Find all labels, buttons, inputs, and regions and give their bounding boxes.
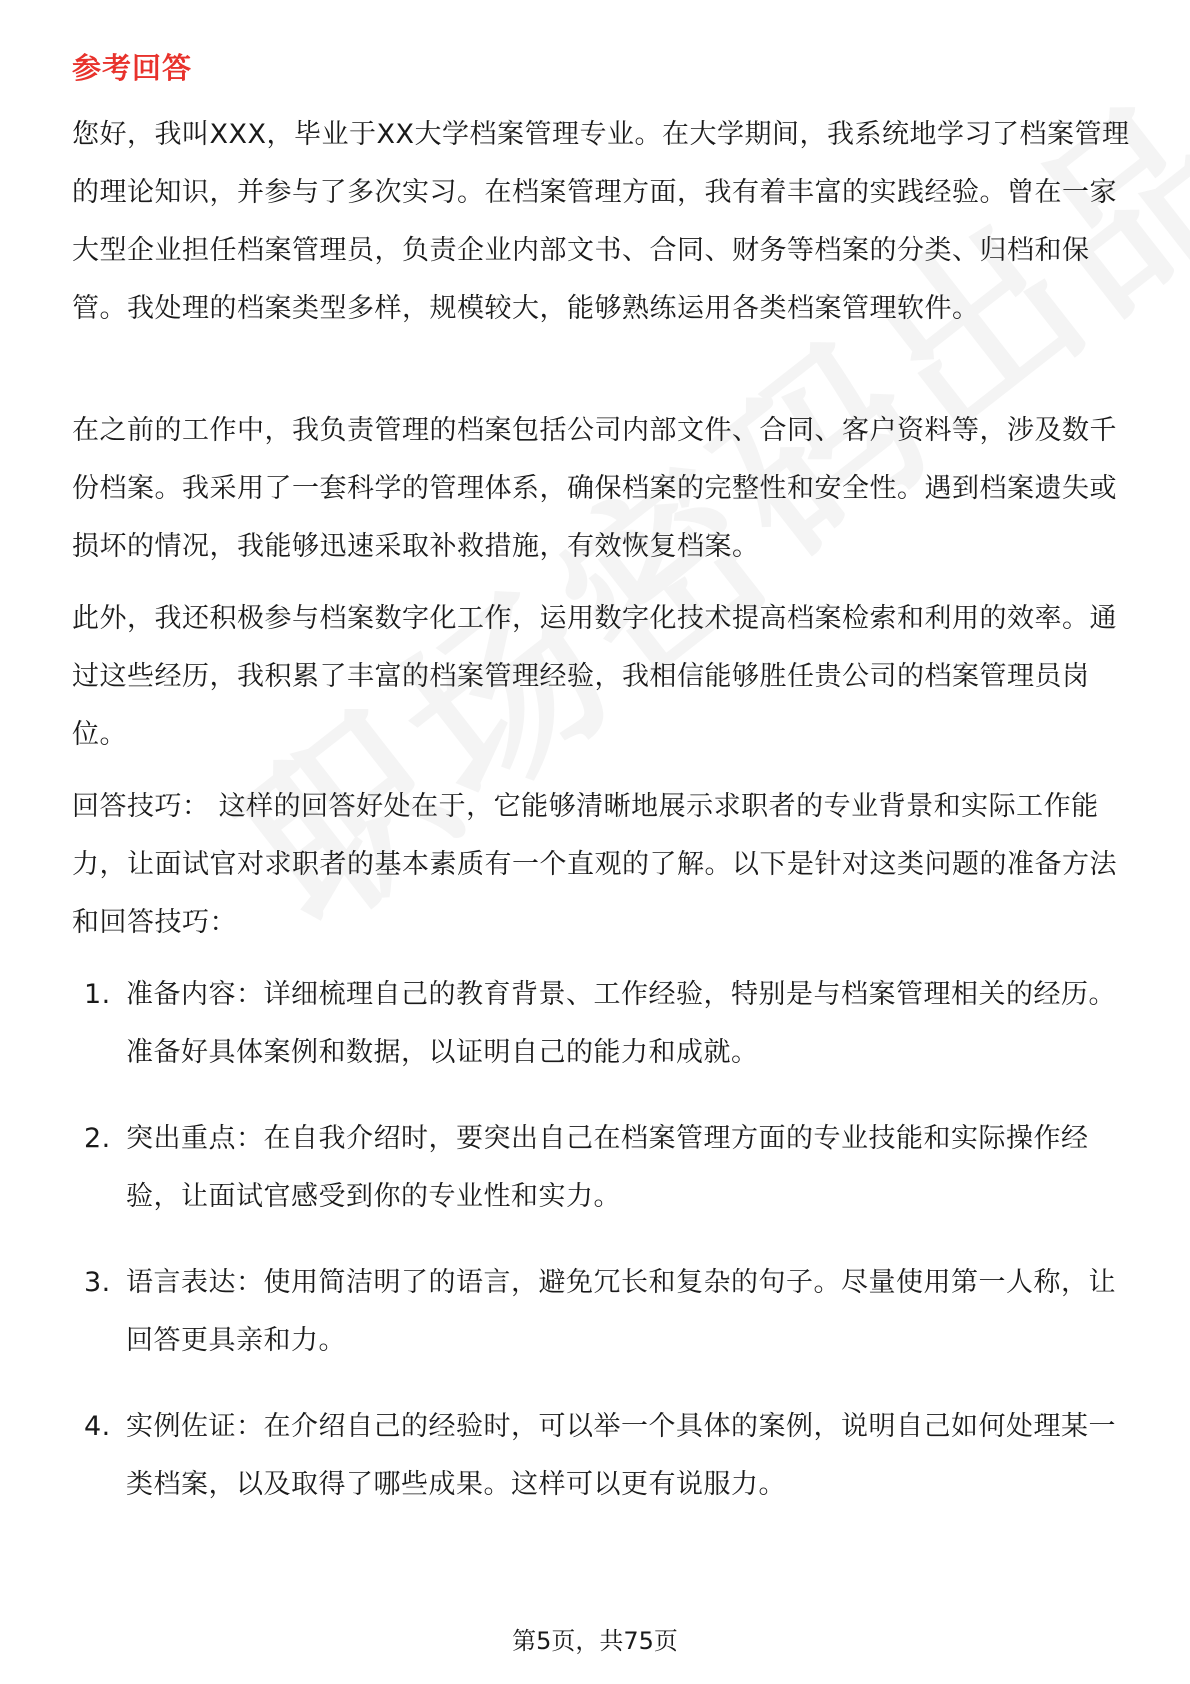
- list-number: 3.: [84, 1267, 111, 1298]
- paragraph-experience: 在之前的工作中，我负责管理的档案包括公司内部文件、合同、客户资料等，涉及数千份档案。我采用了一套科学的管理体系，确保档案的完整性和安全性。遇到档案遗失或损坏的情况，我能够迅速采取补救措施，有效恢复档案。: [72, 415, 1117, 562]
- list-number: 1.: [84, 979, 111, 1010]
- list-number: 4.: [84, 1411, 111, 1442]
- paragraph-answer-tips: 回答技巧： 这样的回答好处在于，它能够清晰地展示求职者的专业背景和实际工作能力，让面试官对求职者的基本素质有一个直观的了解。以下是针对这类问题的准备方法和回答技巧：: [72, 791, 1117, 938]
- list-text: 实例佐证：在介绍自己的经验时，可以举一个具体的案例，说明自己如何处理某一类档案，以及取得了哪些成果。这样可以更有说服力。: [126, 1411, 1116, 1500]
- list-item: [72, 1254, 1132, 1370]
- paragraph-digitization: 此外，我还积极参与档案数字化工作，运用数字化技术提高档案检索和利用的效率。通过这些经历，我积累了丰富的档案管理经验，我相信能够胜任贵公司的档案管理员岗位。: [72, 603, 1117, 750]
- list-number: 2.: [84, 1123, 111, 1154]
- paragraph-intro: 您好，我叫XXX，毕业于XX大学档案管理专业。在大学期间，我系统地学习了档案管理的理论知识，并参与了多次实习。在档案管理方面，我有着丰富的实践经验。曾在一家大型企业担任档案管理员，负责企业内部文书、合同、财务等档案的分类、归档和保管。我处理的档案类型多样，规模较大，能够熟练运用各类档案管理软件。: [72, 119, 1130, 324]
- list-text: 准备内容：详细梳理自己的教育背景、工作经验，特别是与档案管理相关的经历。准备好具体案例和数据，以证明自己的能力和成就。: [126, 979, 1116, 1068]
- page-number-footer: 第5页，共75页: [512, 1627, 678, 1655]
- list-item: [72, 1398, 1132, 1514]
- list-text: 语言表达：使用简洁明了的语言，避免冗长和复杂的句子。尽量使用第一人称，让回答更具亲和力。: [126, 1267, 1116, 1356]
- list-item: [72, 966, 1132, 1082]
- section-heading: 参考回答: [72, 51, 193, 85]
- list-item: [72, 1110, 1132, 1226]
- tips-list: [72, 966, 1132, 1542]
- list-text: 突出重点：在自我介绍时，要突出自己在档案管理方面的专业技能和实际操作经验，让面试官感受到你的专业性和实力。: [126, 1123, 1089, 1212]
